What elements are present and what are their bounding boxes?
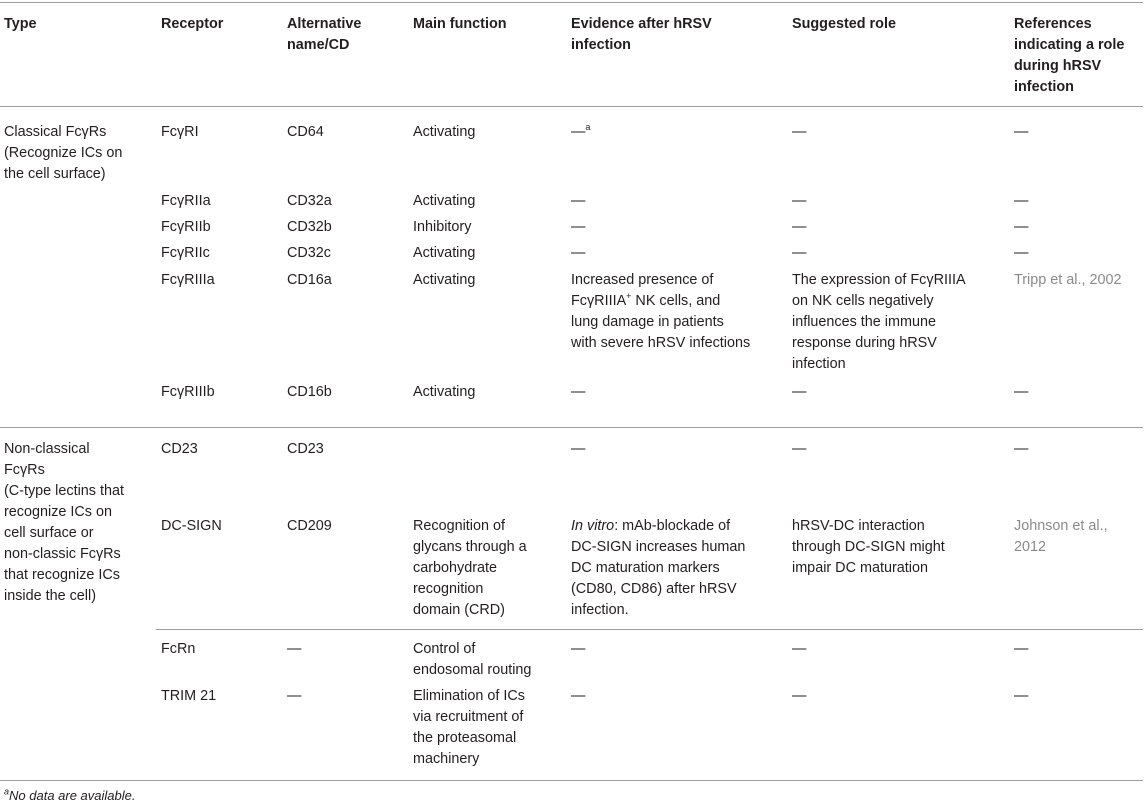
header-refs-line4: infection [1014, 79, 1074, 95]
receptor-fcrn: FcRn [161, 641, 196, 657]
role-dcsign-line2: through DC-SIGN might [792, 539, 945, 555]
ref-fcrn: — [1014, 641, 1029, 657]
role-fcgriib: — [792, 219, 807, 235]
evidence-fcgri: —$^a$ [571, 122, 591, 140]
ref-fcgriic: — [1014, 245, 1029, 261]
receptor-cd23: CD23 [161, 441, 198, 457]
alt-trim21: — [287, 688, 302, 704]
group-nonclassical-line5: cell surface or [4, 525, 94, 541]
evidence-dcsign-line2: DC-SIGN increases human [571, 539, 746, 555]
receptor-fcgriiia: FcγRIIIa [161, 272, 215, 288]
role-fcgri: — [792, 124, 807, 140]
role-fcgriiia-line5: infection [792, 356, 846, 372]
evidence-fcgriiia-line2: FcγRIIIA+ NK cells, and [571, 291, 721, 309]
evidence-fcgriiia-line1: Increased presence of [571, 272, 714, 288]
evidence-fcgriiib: — [571, 384, 586, 400]
receptor-fcgriib: FcγRIIb [161, 219, 211, 235]
alt-fcrn: — [287, 641, 302, 657]
ref-fcgriib: — [1014, 219, 1029, 235]
group-nonclassical-line7: that recognize ICs [4, 567, 120, 583]
func-fcrn-line2: endosomal routing [413, 662, 532, 678]
header-main-function: Main function [413, 16, 507, 32]
evidence-fcrn: — [571, 641, 586, 657]
role-fcgriic: — [792, 245, 807, 261]
func-fcgriiib: Activating [413, 384, 476, 400]
func-fcgriia: Activating [413, 193, 476, 209]
header-evidence-line2: infection [571, 37, 631, 53]
role-dcsign-line3: impair DC maturation [792, 560, 928, 576]
table-top-rule [0, 2, 1143, 3]
alt-fcgriia: CD32a [287, 193, 332, 209]
func-trim21-line1: Elimination of ICs [413, 688, 525, 704]
group-nonclassical-line6: non-classic FcγRs [4, 546, 121, 562]
func-fcgriic: Activating [413, 245, 476, 261]
ref-dcsign-line1[interactable]: Johnson et al., [1014, 518, 1108, 534]
evidence-fcgriic: — [571, 245, 586, 261]
subgroup-divider-rule [156, 629, 1143, 630]
role-cd23: — [792, 441, 807, 457]
func-dcsign-line4: recognition [413, 581, 484, 597]
func-trim21-line4: machinery [413, 751, 480, 767]
ref-fcgri: — [1014, 124, 1029, 140]
func-dcsign-line3: carbohydrate [413, 560, 497, 576]
func-dcsign-line2: glycans through a [413, 539, 527, 555]
role-fcgriia: — [792, 193, 807, 209]
func-fcgriiia: Activating [413, 272, 476, 288]
func-trim21-line3: the proteasomal [413, 730, 517, 746]
evidence-dcsign-line5: infection. [571, 602, 629, 618]
header-evidence-line1: Evidence after hRSV [571, 16, 712, 32]
header-type: Type [4, 16, 37, 32]
role-fcgriiia-line1: The expression of FcγRIIIA [792, 272, 966, 288]
role-fcrn: — [792, 641, 807, 657]
role-fcgriiia-line3: influences the immune [792, 314, 936, 330]
group-nonclassical-line3: (C-type lectins that [4, 483, 124, 499]
ref-fcgriia: — [1014, 193, 1029, 209]
evidence-dcsign-line1: In vitro: mAb-blockade of [571, 518, 731, 534]
func-dcsign-line1: Recognition of [413, 518, 506, 534]
ref-cd23: — [1014, 441, 1029, 457]
receptor-fcgri: FcγRI [161, 124, 199, 140]
table-footnote: $^a$No data are available. [4, 786, 136, 803]
receptor-fcgriiib: FcγRIIIb [161, 384, 215, 400]
header-receptor: Receptor [161, 16, 224, 32]
receptor-fcgriic: FcγRIIc [161, 245, 210, 261]
alt-fcgri: CD64 [287, 124, 324, 140]
alt-fcgriic: CD32c [287, 245, 331, 261]
group-nonclassical-line4: recognize ICs on [4, 504, 112, 520]
header-refs-line3: during hRSV [1014, 58, 1102, 74]
header-refs-line1: References [1014, 16, 1092, 32]
role-trim21: — [792, 688, 807, 704]
alt-fcgriib: CD32b [287, 219, 332, 235]
header-bottom-rule [0, 106, 1143, 107]
evidence-fcgriiia-line4: with severe hRSV infections [571, 335, 751, 351]
alt-fcgriiia: CD16a [287, 272, 332, 288]
evidence-cd23: — [571, 441, 586, 457]
evidence-trim21: — [571, 688, 586, 704]
group-classical-line1: Classical FcγRs [4, 124, 107, 140]
receptor-dcsign: DC-SIGN [161, 518, 222, 534]
func-fcrn-line1: Control of [413, 641, 476, 657]
role-fcgriiia-line2: on NK cells negatively [792, 293, 934, 309]
func-fcgriib: Inhibitory [413, 219, 472, 235]
group-nonclassical-line8: inside the cell) [4, 588, 96, 604]
group-nonclassical-line1: Non-classical [4, 441, 90, 457]
ref-trim21: — [1014, 688, 1029, 704]
evidence-dcsign-line4: (CD80, CD86) after hRSV [571, 581, 737, 597]
footnote-mark: a [585, 122, 591, 133]
header-refs-line2: indicating a role [1014, 37, 1125, 53]
ref-dcsign-line2[interactable]: 2012 [1014, 539, 1047, 555]
func-dcsign-line5: domain (CRD) [413, 602, 505, 618]
receptor-trim21: TRIM 21 [161, 688, 217, 704]
header-alt-line2: name/CD [287, 37, 350, 53]
evidence-fcgriib: — [571, 219, 586, 235]
evidence-dcsign-line3: DC maturation markers [571, 560, 720, 576]
header-alt-line1: Alternative [287, 16, 362, 32]
role-fcgriiib: — [792, 384, 807, 400]
header-suggested-role: Suggested role [792, 16, 896, 32]
role-fcgriiia-line4: response during hRSV [792, 335, 937, 351]
group-classical-line3: the cell surface) [4, 166, 106, 182]
receptor-fcgriia: FcγRIIa [161, 193, 211, 209]
evidence-fcgriia: — [571, 193, 586, 209]
func-fcgri: Activating [413, 124, 476, 140]
ref-fcgriiib: — [1014, 384, 1029, 400]
group-classical-line2: (Recognize ICs on [4, 145, 123, 161]
ref-fcgriiia[interactable]: Tripp et al., 2002 [1014, 272, 1122, 288]
role-dcsign-line1: hRSV-DC interaction [792, 518, 925, 534]
alt-fcgriiib: CD16b [287, 384, 332, 400]
func-trim21-line2: via recruitment of [413, 709, 524, 725]
alt-dcsign: CD209 [287, 518, 332, 534]
table-bottom-rule [0, 780, 1143, 781]
alt-cd23: CD23 [287, 441, 324, 457]
evidence-fcgriiia-line3: lung damage in patients [571, 314, 724, 330]
group-nonclassical-line2: FcγRs [4, 462, 45, 478]
group-divider-rule [0, 427, 1143, 428]
